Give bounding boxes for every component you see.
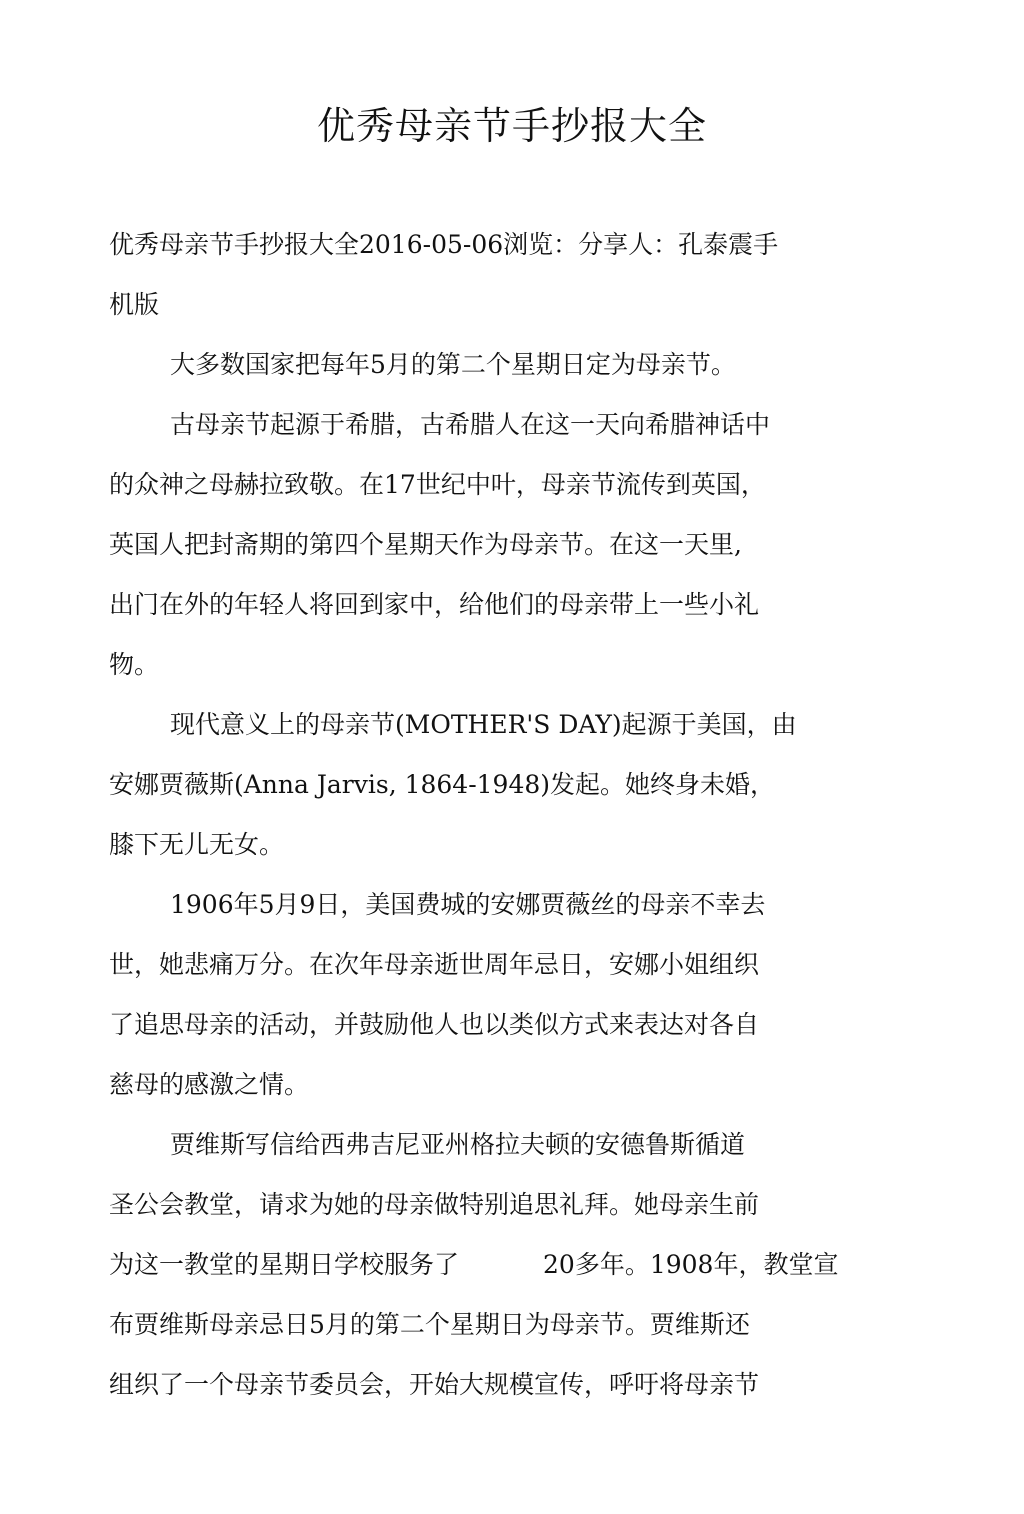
paragraph-line: 圣公会教堂，请求为她的母亲做特别追思礼拜。她母亲生前: [109, 1190, 760, 1219]
meta-line: 优秀母亲节手抄报大全2016-05-06浏览：分享人：孔泰震手: [109, 230, 779, 259]
paragraph-line: 物。: [109, 650, 160, 679]
paragraph-line-part: 为这一教堂的星期日学校服务了: [109, 1250, 460, 1279]
paragraph-line: 现代意义上的母亲节(MOTHER'S DAY)起源于美国，由: [170, 710, 797, 739]
paragraph-line: 慈母的感激之情。: [109, 1070, 310, 1099]
paragraph-line: 大多数国家把每年5月的第二个星期日定为母亲节。: [170, 350, 736, 379]
paragraph-line: 布贾维斯母亲忌日5月的第二个星期日为母亲节。贾维斯还: [109, 1310, 750, 1339]
paragraph-line: 英国人把封斋期的第四个星期天作为母亲节。在这一天里,: [109, 530, 742, 559]
paragraph-line-part: 20多年。1908年，教堂宣: [543, 1250, 839, 1279]
paragraph-line: [109, 1248, 838, 1282]
paragraph-line: 1906年5月9日，美国费城的安娜贾薇丝的母亲不幸去: [170, 890, 766, 919]
paragraph-line: 出门在外的年轻人将回到家中，给他们的母亲带上一些小礼: [109, 590, 760, 619]
paragraph-line: 贾维斯写信给西弗吉尼亚州格拉夫顿的安德鲁斯循道: [170, 1130, 746, 1159]
paragraph-line: 膝下无儿无女。: [109, 830, 285, 859]
paragraph-line: 安娜贾薇斯(Anna Jarvis, 1864-1948)发起。她终身未婚，: [109, 770, 776, 799]
paragraph-line: 组织了一个母亲节委员会，开始大规模宣传，呼吁将母亲节: [109, 1370, 760, 1399]
paragraph-line: 世，她悲痛万分。在次年母亲逝世周年忌日，安娜小姐组织: [109, 950, 760, 979]
meta-line: 机版: [109, 290, 160, 319]
paragraph-line: 了追思母亲的活动，并鼓励他人也以类似方式来表达对各自: [109, 1010, 760, 1039]
paragraph-line: 古母亲节起源于希腊，古希腊人在这一天向希腊神话中: [170, 410, 771, 439]
paragraph-line: 的众神之母赫拉致敬。在17世纪中叶，母亲节流传到英国，: [109, 470, 766, 499]
page-title: 优秀母亲节手抄报大全: [316, 104, 707, 148]
